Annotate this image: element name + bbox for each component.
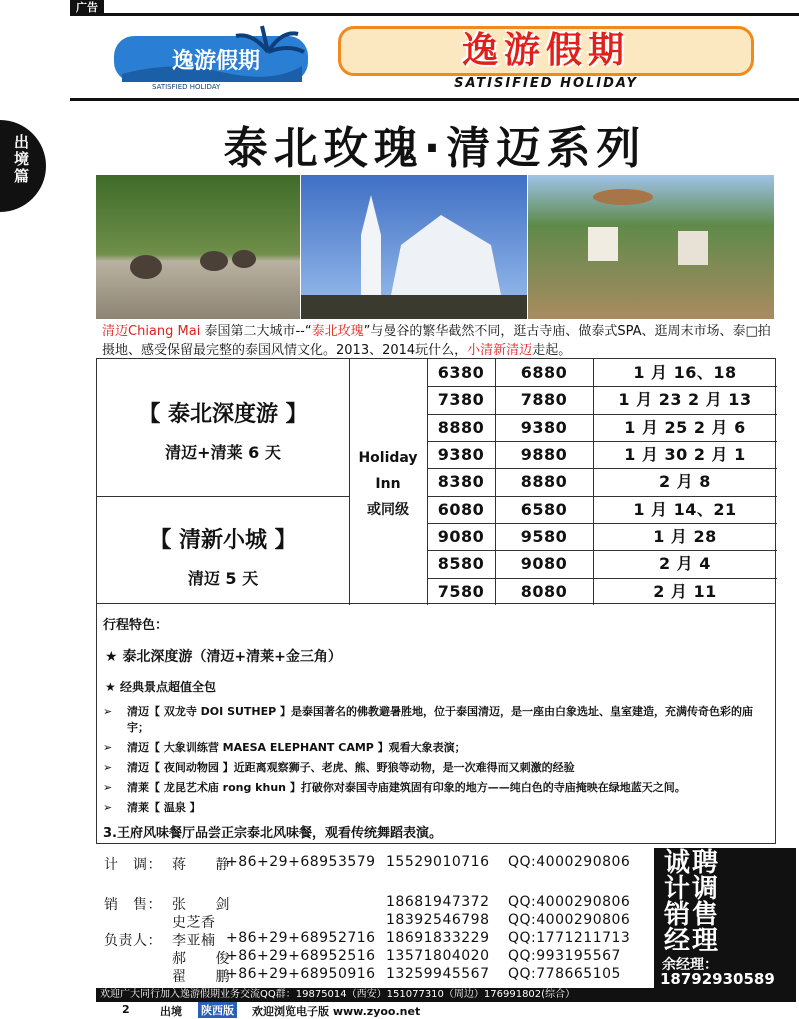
hotel-line-2: Inn xyxy=(375,476,401,492)
tour-1 xyxy=(97,397,349,463)
price-cell-1: 8580 xyxy=(437,554,485,574)
itinerary-features xyxy=(96,604,776,844)
recruitment-box xyxy=(654,848,796,988)
contact-qq: QQ:4000290806 xyxy=(508,854,631,870)
intro-city: 清迈Chiang Mai xyxy=(102,324,201,339)
feature-item-text: 清迈【 双龙寺 DOI SUTHEP 】是泰国著名的佛教避暑胜地，位于泰国清迈，是一座由白象选址、皇室建造，充满传奇色彩的庙宇； xyxy=(127,705,754,734)
contact-name: 郝 俊 xyxy=(172,951,230,967)
price-cell-2: 9580 xyxy=(520,527,568,546)
departure-date-cell: 1 月 30 2 月 1 xyxy=(624,445,746,464)
departure-date-cell: 1 月 14、21 xyxy=(633,499,737,519)
contact-name: 翟 鹏 xyxy=(172,969,230,985)
feature-item-text: 清迈【 夜间动物园 】近距离观察狮子、老虎、熊、野狼等动物，是一次难得而又刺激的经验 xyxy=(127,761,575,774)
intro-text-3: 走起。 xyxy=(532,343,572,358)
price-cell-2: 9880 xyxy=(520,445,568,464)
price-cell-1: 6380 xyxy=(437,363,485,382)
price-cell-2: 6880 xyxy=(520,363,568,382)
feature-list xyxy=(103,704,773,820)
page-title: 泰北玫瑰·清迈系列 xyxy=(223,123,647,174)
feature-item: ➢ 清莱【 温泉 】 xyxy=(103,801,201,814)
contact-role: 销 售： xyxy=(104,897,162,913)
contact-qq: QQ:4000290806 xyxy=(508,894,631,910)
intro-paragraph xyxy=(102,322,782,360)
hotel-line-3: 或同级 xyxy=(367,502,409,518)
contact-qq: QQ:778665105 xyxy=(508,966,621,982)
contact-row xyxy=(96,948,654,966)
recruit-phone: 18792930589 xyxy=(660,970,775,988)
intro-text-1: 泰国第二大城市--“ xyxy=(200,324,312,339)
contact-name: 李亚楠 xyxy=(172,933,216,949)
feature-item: ➢ 清迈【 夜间动物园 】近距离观察狮子、老虎、熊、野狼等动物，是一次难得而又刺激的经验 xyxy=(103,761,575,774)
footer-section: 出境 xyxy=(160,1005,182,1018)
departure-date-cell: 1 月 25 2 月 6 xyxy=(624,417,746,437)
features-closing: 3.王府风味餐厅品尝正宗泰北风味餐，观看传统舞蹈表演。 xyxy=(103,826,442,841)
price-cell-2: 9080 xyxy=(520,554,568,574)
header-divider xyxy=(70,98,799,101)
side-tab-char-1: 出 xyxy=(14,133,30,151)
departure-date-cell: 1 月 16、18 xyxy=(633,363,737,382)
qq-group-banner: 欢迎广大同行加入逸游假期业务交流QQ群：19875014（西安）151077310（周边）176991802(综合） xyxy=(96,988,796,1002)
footer-site-link[interactable]: 欢迎浏览电子版 www.zyoo.net xyxy=(252,1005,421,1018)
contact-row xyxy=(96,930,654,948)
intro-highlight-2: 小清新清迈 xyxy=(467,343,533,358)
contact-qq: QQ:4000290806 xyxy=(508,912,631,928)
brand-tagline: SATISIFIED HOLIDAY xyxy=(454,76,638,91)
white-temple-photo xyxy=(301,175,527,319)
brand-logo xyxy=(112,22,310,92)
price-cell-2: 8880 xyxy=(520,472,568,492)
intro-highlight-1: 泰北玫瑰 xyxy=(311,324,364,339)
feature-star-2: ★ 经典景点超值全包 xyxy=(105,680,216,694)
svg-text:SATISFIED HOLIDAY: SATISFIED HOLIDAY xyxy=(152,83,221,91)
departure-date-cell: 1 月 28 xyxy=(653,527,717,546)
price-cell-2: 8080 xyxy=(520,581,568,601)
side-tab-char-3: 篇 xyxy=(14,167,30,185)
footer-edition: 陕西版 xyxy=(198,1002,237,1018)
departure-date-cell: 2 月 11 xyxy=(653,581,717,601)
contact-row xyxy=(96,894,654,912)
contact-row xyxy=(96,912,654,930)
contact-telephone: +86+29+68953579 xyxy=(226,854,376,870)
tour-1-title: 【 泰北深度游 】 xyxy=(138,402,308,427)
contact-name: 张 剑 xyxy=(172,897,230,913)
contact-mobile: 15529010716 xyxy=(386,854,490,870)
contact-mobile: 18681947372 xyxy=(386,894,490,910)
contact-role: 计 调： xyxy=(104,857,162,873)
contact-telephone: +86+29+68952716 xyxy=(226,930,376,946)
brand-name: 逸游假期 xyxy=(338,26,754,76)
tour-2 xyxy=(97,523,349,589)
contact-mobile: 13571804020 xyxy=(386,948,490,964)
feature-star-1-text: 泰北深度游（清迈+清莱+金三角） xyxy=(122,649,342,665)
contact-qq: QQ:993195567 xyxy=(508,948,621,964)
price-cell-1: 8380 xyxy=(437,472,485,492)
hotel-line-1: Holiday xyxy=(358,450,418,466)
top-rule xyxy=(70,0,799,16)
feature-item: ➢ 清迈【 大象训练营 MAESA ELEPHANT CAMP 】观看大象表演； xyxy=(103,741,466,754)
price-cell-1: 6080 xyxy=(437,499,485,519)
feature-item: ➢ 清莱【 龙昆艺术庙 rong khun 】打破你对泰国寺庙建筑固有印象的地方——纯白色的寺庙掩映在绿地蓝天之间。 xyxy=(103,781,686,794)
price-table xyxy=(96,358,776,604)
departure-date-cell: 1 月 23 2 月 13 xyxy=(618,390,752,410)
feature-item-text: 清莱【 温泉 】 xyxy=(127,801,201,814)
tour-2-subtitle: 清迈 5 天 xyxy=(187,569,259,588)
contact-qq: QQ:1771211713 xyxy=(508,930,631,946)
price-cell-1: 7380 xyxy=(437,390,485,410)
intro-text-2: ”与曼谷的繁华截然不同，逛古寺庙、做泰式SPA、逛周末市场、泰□拍摄地、感受保留最完整的泰国风情文化。2013、2014玩什么， xyxy=(102,324,771,358)
contact-mobile: 18392546798 xyxy=(386,912,490,928)
contact-mobile: 13259945567 xyxy=(386,966,490,982)
price-cell-1: 9380 xyxy=(437,445,485,464)
ad-tag: 广告 xyxy=(70,0,104,16)
departure-date-cell: 2 月 4 xyxy=(659,554,711,574)
tour-2-title: 【 清新小城 】 xyxy=(149,528,297,553)
feature-star-1: ★ 泰北深度游（清迈+清莱+金三角） xyxy=(105,649,342,665)
contact-telephone: +86+29+68950916 xyxy=(226,966,376,982)
price-cell-1: 8880 xyxy=(437,417,485,437)
price-cell-2: 9380 xyxy=(520,417,568,437)
contact-telephone: +86+29+68952516 xyxy=(226,948,376,964)
contact-name: 蒋 静 xyxy=(172,857,230,873)
page-number: 2 xyxy=(122,1003,130,1016)
hotel-cell xyxy=(349,445,427,523)
recruit-manager: 余经理： xyxy=(662,957,718,973)
price-cell-1: 9080 xyxy=(437,527,485,546)
contact-name: 史芝香 xyxy=(172,915,216,931)
recruit-line-1: 诚聘 xyxy=(664,848,721,878)
price-cell-2: 6580 xyxy=(520,499,568,519)
tour-1-subtitle: 清迈+清莱 6 天 xyxy=(165,443,281,462)
contact-role: 负责人： xyxy=(104,933,162,949)
feature-item: ➢ 清迈【 双龙寺 DOI SUTHEP 】是泰国著名的佛教避暑胜地，位于泰国清迈，是一座由白象选址、皇室建造，充满传奇色彩的庙宇； xyxy=(103,704,773,736)
feature-item-text: 清莱【 龙昆艺术庙 rong khun 】打破你对泰国寺庙建筑固有印象的地方——纯白色的寺庙掩映在绿地蓝天之间。 xyxy=(127,781,686,794)
recruit-line-3: 销售 xyxy=(664,900,721,930)
page-footer xyxy=(96,1002,796,1017)
contact-row xyxy=(96,854,654,872)
price-cell-2: 7880 xyxy=(520,390,568,410)
recruit-line-2: 计调 xyxy=(664,874,721,904)
side-tab-char-2: 境 xyxy=(14,150,30,168)
features-heading: 行程特色： xyxy=(103,618,169,633)
oxcart-photo xyxy=(528,175,774,319)
contact-mobile: 18691833229 xyxy=(386,930,490,946)
feature-star-2-text: 经典景点超值全包 xyxy=(119,680,216,694)
side-section-tab xyxy=(0,120,46,212)
feature-item-text: 清迈【 大象训练营 MAESA ELEPHANT CAMP 】观看大象表演； xyxy=(127,741,466,754)
contact-row xyxy=(96,966,654,984)
brand-block xyxy=(338,26,754,96)
price-cell-1: 7580 xyxy=(437,581,485,601)
departure-date-cell: 2 月 8 xyxy=(659,472,711,492)
svg-text:逸游假期: 逸游假期 xyxy=(172,49,261,74)
recruit-line-4: 经理 xyxy=(664,926,721,956)
elephant-river-photo xyxy=(96,175,300,319)
palm-wave-logo-icon xyxy=(112,22,310,92)
